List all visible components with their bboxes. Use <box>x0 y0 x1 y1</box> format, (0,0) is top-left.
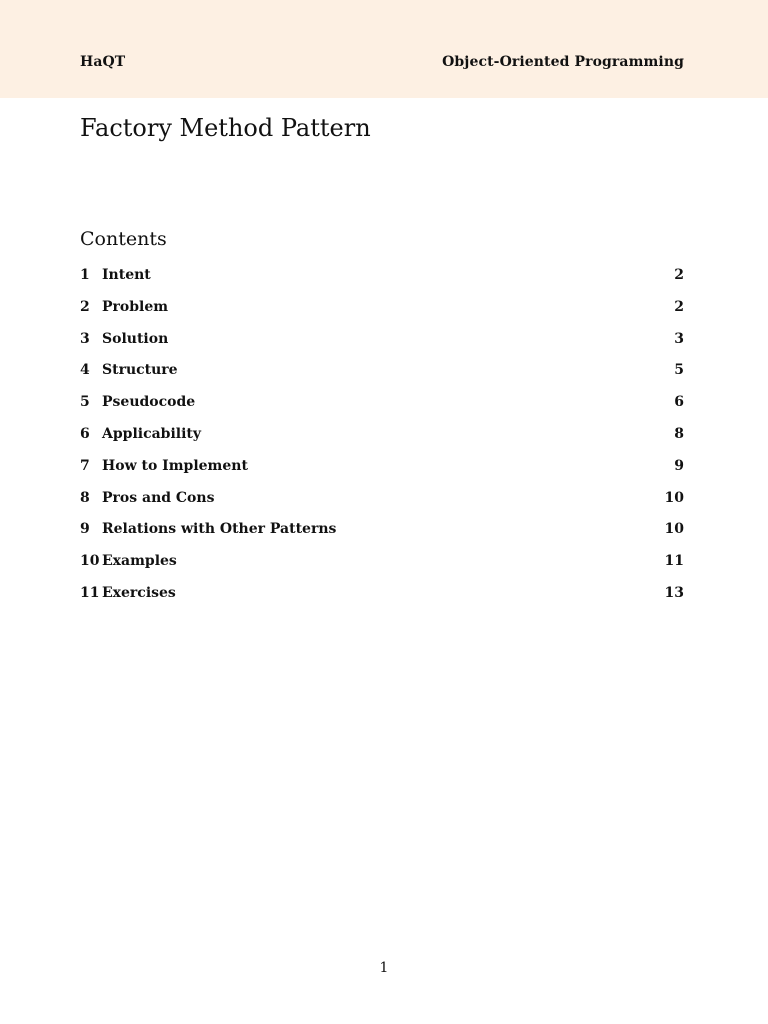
toc-entry-number: 9 <box>80 521 90 538</box>
toc-entry-solution[interactable] <box>80 326 684 358</box>
toc-entry-title: How to Implement <box>102 457 248 474</box>
toc-entry-structure[interactable] <box>80 357 684 389</box>
toc-entry-title: Structure <box>102 362 178 379</box>
toc-entry-page: 2 <box>674 267 684 283</box>
toc-entry-number: 3 <box>80 330 90 347</box>
toc-entry-number: 2 <box>80 298 90 315</box>
toc-entry-number: 4 <box>80 362 90 379</box>
toc-entry-page: 9 <box>674 457 684 474</box>
toc-entry-title: Intent <box>102 267 151 283</box>
toc-entry-number: 6 <box>80 425 90 442</box>
toc-entry-number: 7 <box>80 457 90 474</box>
toc-entry-page: 2 <box>674 298 684 315</box>
toc-entry-number: 5 <box>80 394 90 411</box>
table-of-contents <box>80 262 684 612</box>
toc-entry-examples[interactable] <box>80 548 684 580</box>
toc-entry-title: Pros and Cons <box>102 489 215 506</box>
toc-entry-relations[interactable] <box>80 516 684 548</box>
toc-entry-number: 11 <box>80 584 100 601</box>
toc-entry-title: Problem <box>102 298 169 315</box>
toc-entry-title: Solution <box>102 330 169 347</box>
toc-entry-pseudocode[interactable] <box>80 389 684 421</box>
toc-entry-number: 10 <box>80 553 100 570</box>
toc-entry-title: Examples <box>102 553 177 570</box>
toc-entry-how-to-implement[interactable] <box>80 453 684 485</box>
toc-entry-page: 11 <box>664 553 684 570</box>
toc-entry-page: 8 <box>674 425 684 442</box>
running-header <box>0 0 768 98</box>
contents-heading: Contents <box>80 228 167 250</box>
toc-entry-number: 8 <box>80 489 90 506</box>
toc-entry-title: Exercises <box>102 584 176 601</box>
toc-entry-number: 1 <box>80 267 90 283</box>
toc-entry-page: 10 <box>664 521 684 538</box>
toc-entry-title: Applicability <box>102 425 202 442</box>
toc-entry-applicability[interactable] <box>80 421 684 453</box>
header-course: Object-Oriented Programming <box>442 54 684 70</box>
toc-entry-exercises[interactable] <box>80 580 684 612</box>
toc-entry-page: 13 <box>664 584 684 601</box>
page-number: 1 <box>379 960 389 976</box>
toc-entry-title: Pseudocode <box>102 394 196 411</box>
toc-entry-page: 10 <box>664 489 684 506</box>
document-title: Factory Method Pattern <box>80 114 371 142</box>
toc-entry-page: 6 <box>674 394 684 411</box>
header-author: HaQT <box>80 54 126 70</box>
toc-entry-intent[interactable] <box>80 262 684 294</box>
toc-entry-page: 5 <box>674 362 684 379</box>
toc-entry-problem[interactable] <box>80 294 684 326</box>
toc-entry-pros-and-cons[interactable] <box>80 485 684 517</box>
toc-entry-page: 3 <box>674 330 684 347</box>
toc-entry-title: Relations with Other Patterns <box>102 521 337 538</box>
